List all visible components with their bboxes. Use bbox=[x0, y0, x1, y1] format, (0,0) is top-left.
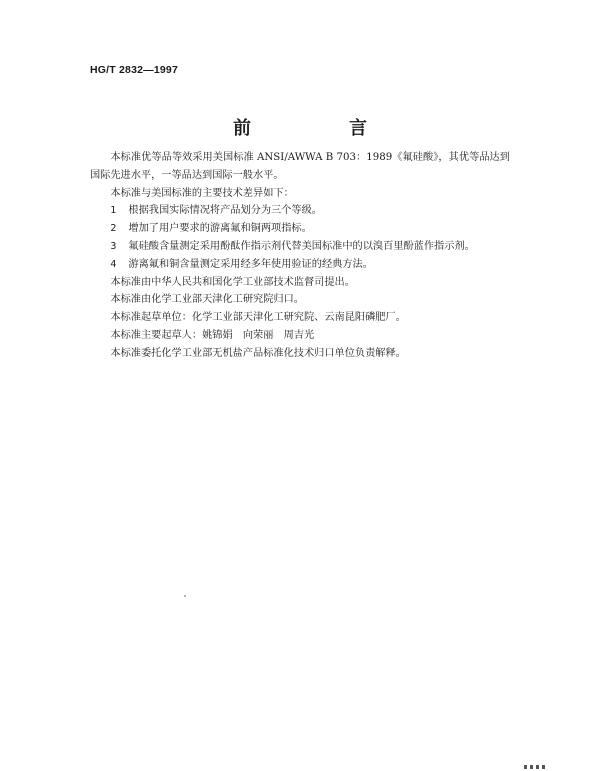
difference-item bbox=[90, 220, 510, 238]
item-number: 2 bbox=[110, 223, 117, 235]
item-text: 根据我国实际情况将产品划分为三个等级。 bbox=[128, 205, 322, 217]
difference-item bbox=[90, 256, 510, 274]
item-number: 1 bbox=[110, 205, 117, 217]
item-number: 3 bbox=[110, 240, 117, 252]
item-number: 4 bbox=[110, 258, 117, 270]
drafting-units-paragraph: 本标准起草单位：化学工业部天津化工研究院、云南昆阳磷肥厂。 bbox=[110, 312, 406, 324]
difference-item bbox=[90, 238, 510, 256]
adoption-paragraph: 本标准优等品等效采用美国标准 ANSI/AWWA B 703：1989《氟硅酸》，其优等品达到国际先进水平，一等品达到国际一般水平。 bbox=[90, 152, 510, 181]
preface-body bbox=[90, 149, 510, 363]
page-edge-mark bbox=[524, 765, 548, 769]
standard-code: HG/T 2832—1997 bbox=[90, 64, 179, 76]
page-title: 前 言 bbox=[233, 118, 407, 139]
differences-intro: 本标准与美国标准的主要技术差异如下： bbox=[110, 187, 294, 199]
difference-item bbox=[90, 202, 510, 220]
proposer-paragraph: 本标准由中华人民共和国化学工业部技术监督司提出。 bbox=[110, 276, 355, 288]
drafters-paragraph: 本标准主要起草人：姚锦娟 向荣丽 周吉光 bbox=[110, 329, 315, 341]
item-text: 游离氟和铜含量测定采用经多年使用验证的经典方法。 bbox=[128, 258, 373, 270]
item-text: 氟硅酸含量测定采用酚酞作指示剂代替美国标准中的以溴百里酚蓝作指示剂。 bbox=[128, 240, 475, 252]
interpretation-paragraph: 本标准委托化学工业部无机盐产品标准化技术归口单位负责解释。 bbox=[110, 347, 406, 359]
scan-speck bbox=[184, 595, 186, 597]
item-text: 增加了用户要求的游离氟和铜两项指标。 bbox=[128, 223, 312, 235]
administrator-paragraph: 本标准由化学工业部天津化工研究院归口。 bbox=[110, 294, 304, 306]
